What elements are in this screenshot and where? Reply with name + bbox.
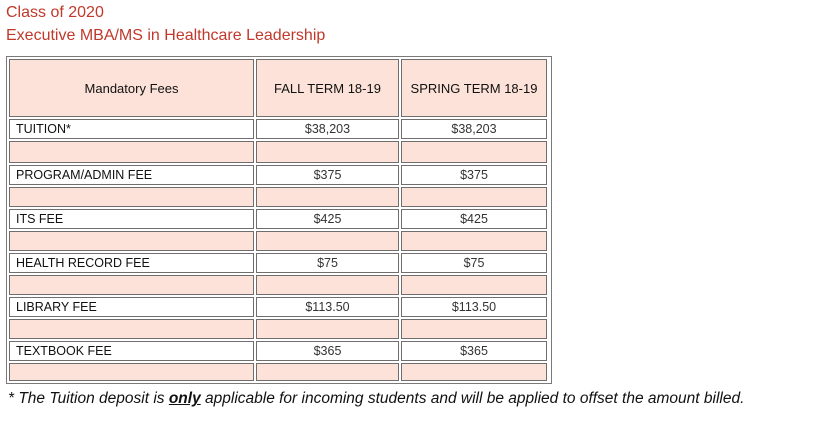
- spacer-row: [9, 319, 254, 339]
- spacer-row: [9, 275, 254, 295]
- fall-value: $38,203: [256, 119, 399, 139]
- page-title: Class of 2020: [6, 4, 104, 21]
- spacer-row: [256, 187, 399, 207]
- row-label: LIBRARY FEE: [9, 297, 254, 317]
- spacer-row: [401, 231, 547, 251]
- footnote-emphasis: only: [168, 390, 201, 407]
- fall-value: $113.50: [256, 297, 399, 317]
- spacer-row: [256, 275, 399, 295]
- spring-value: $38,203: [401, 119, 547, 139]
- tuition-footnote: [8, 390, 744, 408]
- spacer-row: [401, 363, 547, 381]
- spacer-row: [9, 231, 254, 251]
- footnote-text-end: applicable for incoming students and will be applied to offset the amount billed.: [200, 390, 745, 407]
- row-label: PROGRAM/ADMIN FEE: [9, 165, 254, 185]
- row-label: ITS FEE: [9, 209, 254, 229]
- footnote-text: * The Tuition deposit is: [8, 390, 169, 407]
- spacer-row: [256, 231, 399, 251]
- spacer-row: [401, 319, 547, 339]
- fall-value: $75: [256, 253, 399, 273]
- header-spring-term: SPRING TERM 18-19: [401, 59, 547, 117]
- header-fall-term: FALL TERM 18-19: [256, 59, 399, 117]
- spacer-row: [256, 141, 399, 163]
- spring-value: $75: [401, 253, 547, 273]
- spacer-row: [9, 141, 254, 163]
- page-subtitle: Executive MBA/MS in Healthcare Leadership: [6, 27, 326, 44]
- spacer-row: [256, 363, 399, 381]
- spacer-row: [401, 275, 547, 295]
- spacer-row: [401, 141, 547, 163]
- spacer-row: [256, 319, 399, 339]
- spacer-row: [9, 363, 254, 381]
- fees-table: [6, 56, 552, 384]
- fall-value: $365: [256, 341, 399, 361]
- spring-value: $425: [401, 209, 547, 229]
- row-label: TEXTBOOK FEE: [9, 341, 254, 361]
- spring-value: $365: [401, 341, 547, 361]
- fall-value: $425: [256, 209, 399, 229]
- spring-value: $375: [401, 165, 547, 185]
- row-label: TUITION*: [9, 119, 254, 139]
- fall-value: $375: [256, 165, 399, 185]
- spring-value: $113.50: [401, 297, 547, 317]
- row-label: HEALTH RECORD FEE: [9, 253, 254, 273]
- header-mandatory-fees: Mandatory Fees: [9, 59, 254, 117]
- spacer-row: [9, 187, 254, 207]
- spacer-row: [401, 187, 547, 207]
